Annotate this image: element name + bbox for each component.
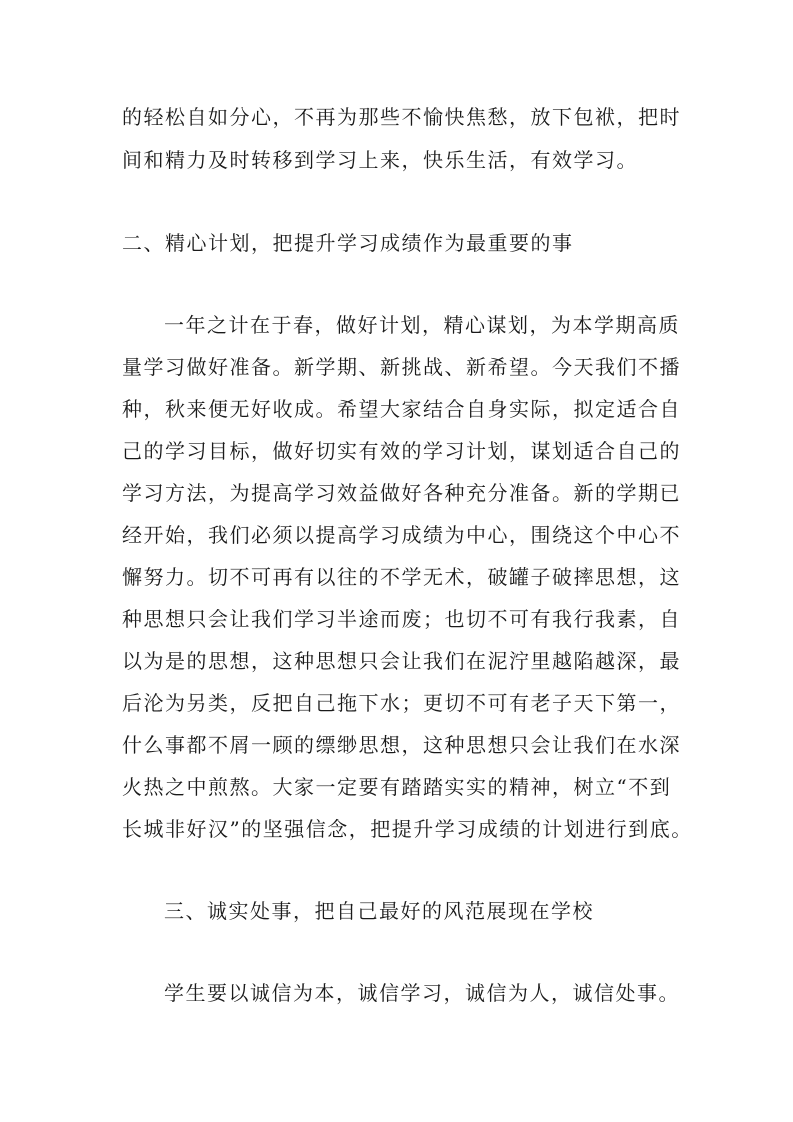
paragraph-line: 后沦为另类，反把自己拖下水；更切不可有老子天下第一， — [122, 691, 681, 715]
paragraph-line: 以为是的思想，这种思想只会让我们在泥泞里越陷越深，最 — [122, 649, 681, 673]
paragraph-line: 长城非好汉”的坚强信念，把提升学习成绩的计划进行到底。 — [122, 817, 693, 841]
paragraph-line: 经开始，我们必须以提高学习成绩为中心，围绕这个中心不 — [122, 523, 681, 547]
paragraph-line: 一年之计在于春，做好计划，精心谋划，为本学期高质 — [164, 313, 680, 337]
paragraph-line: 火热之中煎熬。大家一定要有踏踏实实的精神，树立“不到 — [122, 775, 672, 799]
paragraph-line: 种，秋来便无好收成。希望大家结合自身实际，拟定适合自 — [122, 397, 681, 421]
section-heading: 二、精心计划，把提升学习成绩作为最重要的事 — [122, 231, 574, 255]
paragraph-line: 的轻松自如分心，不再为那些不愉快焦愁，放下包袱，把时 — [122, 105, 681, 129]
paragraph-line: 间和精力及时转移到学习上来，快乐生活，有效学习。 — [122, 148, 638, 172]
paragraph-line: 己的学习目标，做好切实有效的学习计划，谋划适合自己的 — [122, 439, 681, 463]
paragraph-line: 种思想只会让我们学习半途而废；也切不可有我行我素，自 — [122, 607, 681, 631]
paragraph-line: 懈努力。切不可再有以往的不学无术，破罐子破摔思想，这 — [122, 565, 681, 589]
paragraph-line: 学习方法，为提高学习效益做好各种充分准备。新的学期已 — [122, 481, 681, 505]
paragraph-line: 学生要以诚信为本，诚信学习，诚信为人，诚信处事。 — [164, 981, 680, 1005]
paragraph-line: 量学习做好准备。新学期、新挑战、新希望。今天我们不播 — [122, 355, 681, 379]
section-heading: 三、诚实处事，把自己最好的风范展现在学校 — [164, 899, 594, 923]
paragraph-line: 什么事都不屑一顾的缥缈思想，这种思想只会让我们在水深 — [122, 733, 681, 757]
